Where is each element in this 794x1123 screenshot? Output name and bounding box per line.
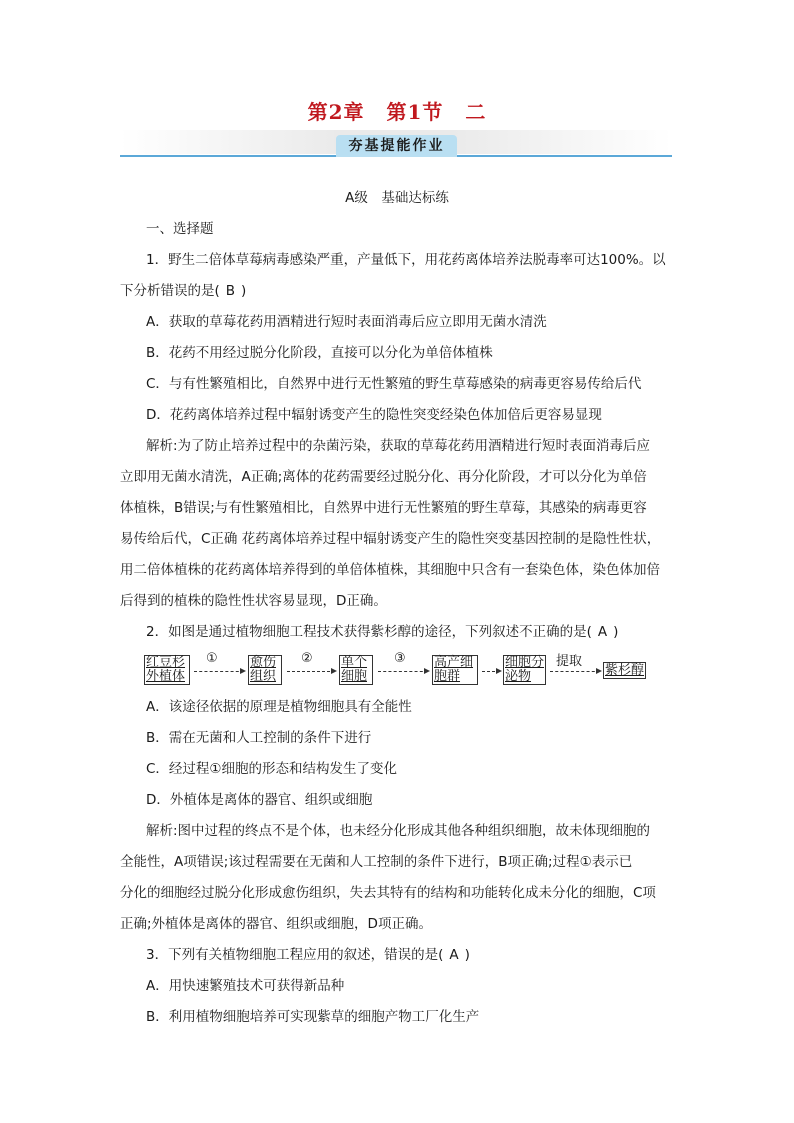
q3-stem-post: ) [464, 947, 470, 963]
q1-option-d: D．花药离体培养过程中辐射诱变产生的隐性突变经染色体加倍后更容易显现 [146, 407, 602, 423]
q1-explanation-line: 用二倍体植株的花药离体培养得到的单倍体植株，其细胞中只含有一套染色体，染色体加倍 [120, 562, 660, 578]
box-text: 愈伤 [250, 655, 277, 670]
flow-box-secretions [503, 655, 546, 685]
box-text: 单个 [341, 655, 368, 670]
flow-arrow [378, 651, 428, 672]
chapter-label: 第2章 [307, 100, 365, 124]
banner-tab: 夯基提能作业 [336, 135, 457, 157]
flow-box-callus [248, 655, 282, 685]
q2-stem [146, 622, 706, 642]
q1-option-b: B．花药不用经过脱分化阶段，直接可以分化为单倍体植株 [146, 345, 493, 361]
q1-option-c: C．与有性繁殖相比，自然界中进行无性繁殖的野生草莓感染的病毒更容易传给后代 [146, 376, 642, 392]
box-text: 红豆杉 [146, 655, 186, 670]
q3-option-b: B．利用植物细胞培养可实现紫草的细胞产物工厂化生产 [146, 1009, 480, 1025]
box-text: 细胞 [341, 669, 368, 684]
box-text: 组织 [250, 669, 277, 684]
q1-explanation-line: 后得到的植株的隐性性状容易显现，D正确。 [120, 593, 387, 609]
q2-explanation-line: 分化的细胞经过脱分化形成愈伤组织，失去其特有的结构和功能转化成未分化的细胞，C项 [120, 885, 656, 901]
box-text: 外植体 [146, 669, 186, 684]
q3-stem-pre: 3．下列有关植物细胞工程应用的叙述，错误的是( [146, 947, 444, 963]
box-text: 细胞分 [505, 655, 545, 670]
box-text: 高产细 [434, 655, 474, 670]
q1-explanation-line: 解析:为了防止培养过程中的杂菌污染，获取的草莓花药用酒精进行短时表面消毒后应 [146, 438, 651, 454]
q1-stem-line1: 1．野生二倍体草莓病毒感染严重，产量低下，用花药离体培养法脱毒率可达100%。以 [146, 252, 666, 268]
flow-arrow [482, 671, 500, 672]
q2-stem-post: ) [613, 624, 619, 640]
q3-option-a: A．用快速繁殖技术可获得新品种 [146, 978, 345, 994]
process-diagram [144, 653, 654, 687]
q1-option-a: A．获取的草莓花药用酒精进行短时表面消毒后应立即用无菌水清洗 [146, 314, 547, 330]
q2-option-a: A．该途径依据的原理是植物细胞具有全能性 [146, 699, 412, 715]
arrow-label: 提取 [556, 654, 583, 669]
flow-box-high-yield-cells [432, 655, 478, 685]
flow-final-taxol: 紫杉醇 [605, 663, 645, 678]
q1-explanation-line: 体植株，B错误;与有性繁殖相比，自然界中进行无性繁殖的野生草莓，其感染的病毒更容 [120, 500, 647, 516]
arrow-label: ① [206, 651, 218, 666]
q1-stem-pre: 下分析错误的是( [120, 283, 220, 299]
q2-answer: A [597, 624, 608, 640]
arrow-label: ③ [394, 651, 406, 666]
flow-box-single-cell [339, 655, 373, 685]
flow-arrow [550, 654, 600, 672]
q1-stem-post: ) [241, 283, 247, 299]
flow-arrow [194, 651, 244, 672]
q1-explanation-line: 易传给后代，C正确 花药离体培养过程中辐射诱变产生的隐性突变基因控制的是隐性性状， [120, 531, 661, 547]
q1-explanation-line: 立即用无菌水清洗，A正确;离体的花药需要经过脱分化、再分化阶段，才可以分化为单倍 [120, 469, 647, 485]
flow-arrow [287, 651, 335, 672]
q2-stem-pre: 2．如图是通过植物细胞工程技术获得紫杉醇的途径，下列叙述不正确的是( [146, 624, 592, 640]
box-text: 泌物 [505, 669, 532, 684]
part-label: 二 [465, 100, 487, 124]
section-label: 第1节 [386, 100, 444, 124]
level-title: A级 基础达标练 [345, 190, 449, 206]
q2-option-b: B．需在无菌和人工控制的条件下进行 [146, 730, 372, 746]
q2-option-c: C．经过程①细胞的形态和结构发生了变化 [146, 761, 398, 777]
q2-explanation-line: 正确;外植体是离体的器官、组织或细胞，D项正确。 [120, 916, 432, 932]
q2-option-d: D．外植体是离体的器官、组织或细胞 [146, 792, 373, 808]
q3-answer: A [449, 947, 459, 963]
q3-stem [146, 945, 706, 965]
arrow-label: ② [301, 651, 313, 666]
chapter-title [0, 96, 794, 125]
flow-box-explant [144, 655, 190, 685]
q2-explanation-line: 全能性，A项错误;该过程需要在无菌和人工控制的条件下进行，B项正确;过程①表示已 [120, 854, 633, 870]
section-heading: 一、选择题 [146, 221, 214, 237]
q1-stem-line2 [120, 281, 680, 301]
q2-explanation-line: 解析:图中过程的终点不是个体，也未经分化形成其他各种组织细胞，故未体现细胞的 [146, 823, 651, 839]
q1-answer: B [225, 283, 236, 299]
box-text: 胞群 [434, 669, 461, 684]
